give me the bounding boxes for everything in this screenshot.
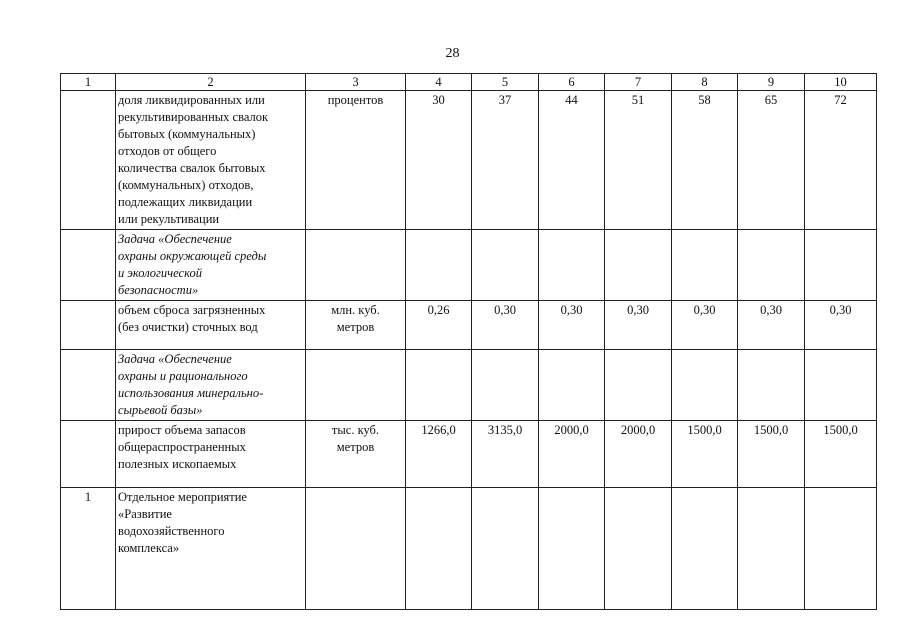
header-cell: 2 (116, 74, 306, 91)
value-cell (805, 350, 877, 421)
value-cell (406, 230, 472, 301)
value-cell: 0,30 (539, 301, 605, 350)
value-cell (472, 350, 539, 421)
indicator-name-cell: объем сброса загрязненных (без очистки) сточных вод (116, 301, 306, 350)
value-cell: 1500,0 (738, 421, 805, 488)
activity-name-cell: Отдельное мероприятие «Развитие водохозяйственного комплекса» (116, 488, 306, 610)
header-cell: 9 (738, 74, 805, 91)
task-heading-cell: Задача «Обеспечение охраны окружающей среды и экологической безопасности» (116, 230, 306, 301)
table-row (61, 350, 877, 421)
value-cell: 1266,0 (406, 421, 472, 488)
value-cell: 0,30 (672, 301, 738, 350)
value-cell (539, 230, 605, 301)
value-cell (539, 488, 605, 610)
value-cell (406, 488, 472, 610)
indicators-table (60, 73, 877, 610)
value-cell: 0,30 (805, 301, 877, 350)
value-cell: 58 (672, 91, 738, 230)
value-cell: 1500,0 (805, 421, 877, 488)
value-cell: 44 (539, 91, 605, 230)
row-number-cell (61, 91, 116, 230)
page-number: 28 (445, 46, 460, 61)
task-heading-cell: Задача «Обеспечение охраны и рационального использования минерально- сырьевой базы» (116, 350, 306, 421)
header-cell: 6 (539, 74, 605, 91)
unit-cell (306, 230, 406, 301)
row-number-cell (61, 301, 116, 350)
value-cell: 2000,0 (539, 421, 605, 488)
value-cell: 2000,0 (605, 421, 672, 488)
table-header-row (61, 74, 877, 91)
value-cell (605, 350, 672, 421)
unit-cell: млн. куб. метров (306, 301, 406, 350)
value-cell: 0,30 (605, 301, 672, 350)
unit-cell: тыс. куб. метров (306, 421, 406, 488)
value-cell (672, 350, 738, 421)
value-cell (805, 488, 877, 610)
row-number-cell: 1 (61, 488, 116, 610)
row-number-cell (61, 230, 116, 301)
value-cell: 51 (605, 91, 672, 230)
row-number-cell (61, 421, 116, 488)
unit-cell (306, 488, 406, 610)
table-row (61, 301, 877, 350)
value-cell: 30 (406, 91, 472, 230)
value-cell: 65 (738, 91, 805, 230)
value-cell: 0,30 (738, 301, 805, 350)
value-cell (672, 488, 738, 610)
value-cell (472, 488, 539, 610)
table-row (61, 230, 877, 301)
value-cell (805, 230, 877, 301)
value-cell (605, 488, 672, 610)
value-cell (672, 230, 738, 301)
value-cell: 3135,0 (472, 421, 539, 488)
value-cell (605, 230, 672, 301)
header-cell: 10 (805, 74, 877, 91)
value-cell: 72 (805, 91, 877, 230)
table-row (61, 421, 877, 488)
table-row (61, 488, 877, 610)
value-cell (738, 350, 805, 421)
value-cell: 0,30 (472, 301, 539, 350)
value-cell (539, 350, 605, 421)
value-cell (738, 488, 805, 610)
header-cell: 8 (672, 74, 738, 91)
value-cell (406, 350, 472, 421)
table-row (61, 91, 877, 230)
value-cell: 37 (472, 91, 539, 230)
value-cell: 0,26 (406, 301, 472, 350)
header-cell: 5 (472, 74, 539, 91)
header-cell: 4 (406, 74, 472, 91)
value-cell (472, 230, 539, 301)
unit-cell (306, 350, 406, 421)
value-cell: 1500,0 (672, 421, 738, 488)
indicator-name-cell: прирост объема запасов общераспространенных полезных ископаемых (116, 421, 306, 488)
header-cell: 3 (306, 74, 406, 91)
value-cell (738, 230, 805, 301)
indicator-name-cell: доля ликвидированных или рекультивированных свалок бытовых (коммунальных) отходов от общего количества свалок бытовых (коммунальных) отходов, подлежащих ликвидации или рекультивации (116, 91, 306, 230)
header-cell: 1 (61, 74, 116, 91)
unit-cell: процентов (306, 91, 406, 230)
header-cell: 7 (605, 74, 672, 91)
row-number-cell (61, 350, 116, 421)
